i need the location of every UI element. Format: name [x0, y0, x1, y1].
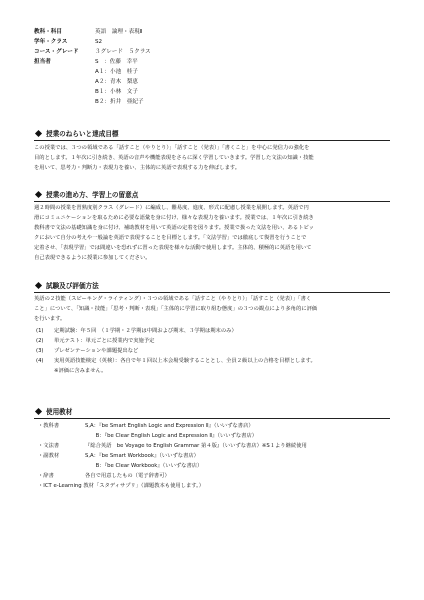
- material-row: [38, 431, 398, 441]
- meta-course-row: [34, 47, 394, 57]
- material-row: [38, 441, 398, 451]
- text-line: を行います。: [34, 316, 66, 322]
- material-text: B：『be Clear Workbook』（いいずな書店）: [85, 463, 203, 469]
- list-item-text: 実用英語技能検定（英検）：各自で年１回以上本会場受験することとし、全員２級以上の合格を目標とします。: [54, 358, 316, 364]
- meta-teacher-row: [34, 87, 394, 97]
- text-line: 自己表現できるように授業に参加してください。: [34, 255, 151, 261]
- material-text: 各自で用意したもの（電子辞書可）: [85, 473, 170, 479]
- text-line: 英語の２技能（スピーキング・ライティング）・３つの領域である「話すこと（やりとり）」「話すこと（発表）」「書く: [34, 296, 312, 302]
- text-line: 週２時間の授業を習熟度別クラス（グレード）に編成し、難易度、進度、形式に配慮し授業を展開します。英語で円: [34, 205, 309, 211]
- meta-grade-label: 学年・クラス: [34, 39, 68, 45]
- section-title: 使用教材: [46, 408, 73, 416]
- list-item-text: 単元テスト：単元ごとに授業内で実施予定: [54, 338, 155, 344]
- diamond-bullet-icon: [35, 130, 42, 137]
- material-text: S,A：『be Smart Workbook』（いいずな書店）: [85, 453, 199, 459]
- material-label: ・教科書: [38, 423, 60, 429]
- section-heading-materials: [34, 406, 390, 419]
- list-item: [34, 356, 394, 366]
- material-row: [38, 421, 398, 431]
- section-title: 試験及び評価方法: [46, 282, 99, 290]
- evaluation-list: [34, 326, 394, 376]
- text-line: 定着させ、「表現学習」では間違いを恐れずに習った表現を様々な活動で使用します。主体的、積極的に英語を用いて: [34, 245, 312, 251]
- section-intro-evaluation: [34, 294, 390, 324]
- section-heading-evaluation: [34, 280, 390, 293]
- material-label: [38, 461, 85, 471]
- teacher-item: A１：小池 桂子: [95, 69, 138, 75]
- list-item-number: (3): [36, 348, 44, 354]
- section-heading-goals: [34, 128, 390, 141]
- teacher-item: S ：佐藤 幸平: [95, 59, 138, 65]
- course-meta: [34, 27, 394, 107]
- meta-subject-label: 教科・科目: [34, 29, 62, 35]
- list-item-number: (4): [36, 358, 44, 364]
- section-heading-method: [34, 189, 390, 202]
- section-body-method: [34, 203, 390, 263]
- teacher-item: B２：折井 亜紀子: [95, 99, 144, 105]
- meta-teacher-label: 担当者: [34, 59, 51, 65]
- text-line: こと」について、「知識・技能」「思考・判断・表現」「主体的に学習に取り組む態度」の３つの観点により多角的に評価: [34, 306, 318, 312]
- meta-course-label: コース・グレード: [34, 49, 79, 55]
- list-item: [34, 346, 394, 356]
- material-row: [38, 471, 398, 481]
- material-label: ・文法書: [38, 443, 60, 449]
- text-line: 目的とします。１年次に引き続き、英語の音声や機能表現をさらに深く学習していきます。学習した文法の知識・技能: [34, 155, 314, 161]
- meta-subject-row: [34, 27, 394, 37]
- list-item: [34, 326, 394, 336]
- material-text: B：『be Clear English Logic and Expression Ⅱ』（いいずな書店）: [85, 433, 258, 439]
- meta-teacher-row: [34, 77, 394, 87]
- materials-list: [38, 421, 398, 491]
- diamond-bullet-icon: [35, 408, 42, 415]
- material-label: [38, 431, 85, 441]
- meta-teacher-row: [34, 57, 394, 67]
- text-line: 滑にコミュニケーションを取るために必要な語彙を身に付け、様々な表現力を養います。授業では、１年次に引き続き: [34, 215, 314, 221]
- material-text: S,A：『be Smart English Logic and Expression Ⅱ』（いいずな書店）: [85, 423, 254, 429]
- diamond-bullet-icon: [35, 191, 42, 198]
- material-row: [38, 481, 398, 491]
- meta-grade-row: [34, 37, 394, 47]
- meta-course-value: ３グレード ５クラス: [95, 49, 151, 55]
- material-label: ・副教材: [38, 453, 60, 459]
- text-line: この授業では、３つの領域である「話すこと（やりとり）」「話すこと（発表）」「書くこと」を中心に発信力の強化を: [34, 145, 310, 151]
- list-item-text: 定期試験：年５回 （１学期・２学期は中間および期末、３学期は期末のみ）: [54, 328, 237, 334]
- list-item-number: (2): [36, 338, 44, 344]
- material-row: [38, 461, 398, 471]
- list-item-number: (1): [36, 328, 44, 334]
- material-text: 『総合英語 be Voyage to English Grammar 第４版』（いいずな書店）※S１より継続使用: [85, 443, 307, 449]
- list-item: [34, 336, 394, 346]
- section-title: 授業の進め方、学習上の留意点: [46, 191, 139, 199]
- section-body-goals: [34, 143, 390, 173]
- meta-teacher-row: [34, 67, 394, 77]
- text-line: を用いて、思考力・判断力・表現力を養い、主体的に英語で表現する力を伸ばします。: [34, 165, 241, 171]
- meta-subject-value: 英語 論理・表現Ⅱ: [95, 29, 143, 35]
- text-line: クにおいて自分の考えや一般論を英語で表現することを目標とします。「文法学習」では徹底して復習を行うことで: [34, 235, 307, 241]
- list-item-text: プレゼンテーションや課題提出など: [54, 348, 139, 354]
- text-line: 教科書で文法の基礎知識を身に付け、補助教材を用いて英語の定着を図ります。授業で扱った文法を用い、あるトピッ: [34, 225, 314, 231]
- evaluation-note: ※評価に含みません。: [54, 368, 107, 374]
- material-row: [38, 451, 398, 461]
- teacher-item: B１：小林 文子: [95, 89, 138, 95]
- meta-grade-value: S2: [95, 39, 103, 45]
- material-text: ・ICT e-Learning 教材「スタディサプリ」（課題教本も使用します。）: [38, 483, 205, 489]
- material-label: ・辞書: [38, 473, 54, 479]
- section-title: 授業のねらいと達成目標: [46, 130, 119, 138]
- teacher-item: A２：青木 梨恵: [95, 79, 138, 85]
- meta-teacher-row: [34, 97, 394, 107]
- diamond-bullet-icon: [35, 282, 42, 289]
